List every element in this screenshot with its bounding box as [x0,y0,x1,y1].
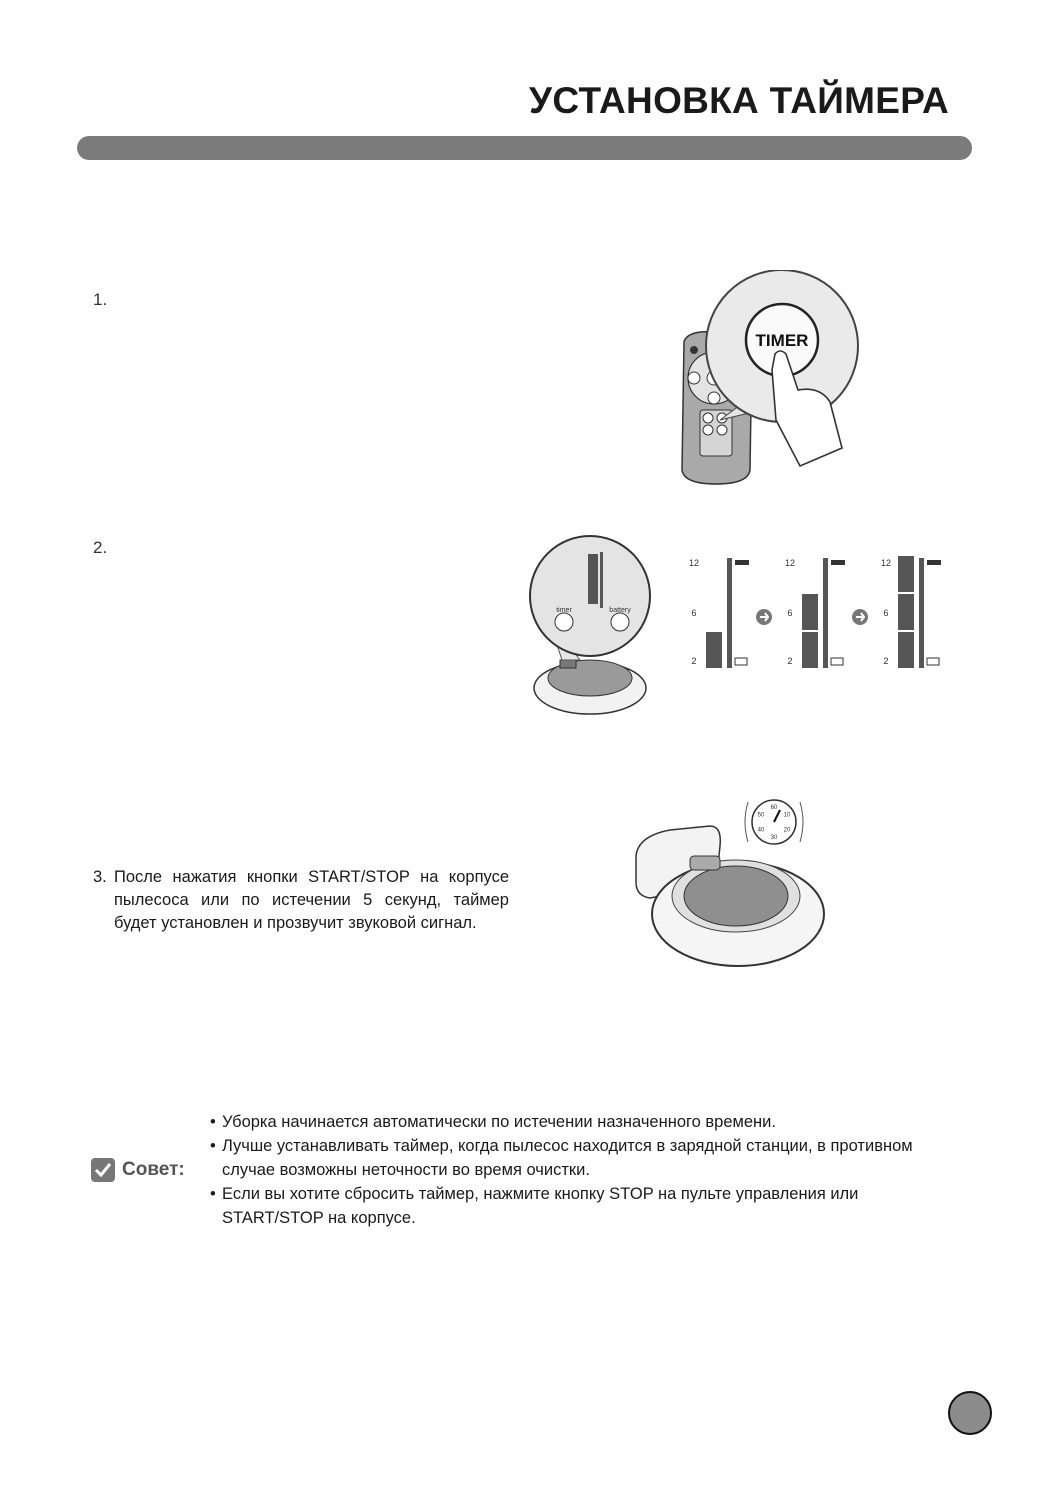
checkmark-icon [90,1157,116,1183]
battery-full-icon [735,560,749,565]
timer-tick-label: 6 [691,608,697,618]
timer-segment [802,594,818,630]
battery-low-icon [735,658,747,665]
step-3-text: После нажатия кнопки START/STOP на корпусе пылесоса или по истечении 5 секунд, таймер будет установлен и прозвучит звуковой сигнал. [114,868,509,932]
timer-tick-label: 6 [787,608,793,618]
tip-item: • Если вы хотите сбросить таймер, нажмите кнопку STOP на пульте управления или START/STOP на корпусе. [210,1182,960,1230]
battery-low-icon [831,658,843,665]
stopwatch-tick: 20 [783,827,791,834]
timer-tick-label: 12 [880,558,892,568]
battery-full-icon [831,560,845,565]
stopwatch-tick: 10 [783,812,791,819]
battery-bar [823,558,828,668]
stopwatch-icon [745,800,803,844]
stopwatch-tick: 40 [757,827,765,834]
timer-segment [802,632,818,668]
step-1-number: 1. [93,290,108,309]
page-title: УСТАНОВКА ТАЙМЕРА [529,80,949,121]
panel-battery-label: battery [609,607,631,614]
battery-bar [727,558,732,668]
stopwatch-tick: 50 [757,812,765,819]
tip-item: • Лучше устанавливать таймер, когда пылесос находится в зарядной станции, в противном случае возможны неточности во время очистки. [210,1134,960,1182]
timer-segment [898,556,914,592]
battery-low-icon [927,658,939,665]
tip-list [210,1110,960,1230]
timer-icon [555,613,573,631]
timer-segment [898,594,914,630]
title-divider-bar [77,136,972,160]
tip-block [90,1110,960,1230]
stopwatch-tick: 60 [770,805,778,811]
timer-tick-label: 6 [883,608,889,618]
timer-tick-label: 12 [784,558,796,568]
remote-control-illustration [670,270,870,492]
remote-start-button [690,346,698,354]
timer-tick-label: 2 [787,656,793,666]
timer-button-label: TIMER [755,331,809,350]
page-number-circle [948,1391,992,1435]
step-2-number: 2. [93,538,108,557]
battery-bar [919,558,924,668]
step-3-number: 3. [93,868,107,886]
timer-display-sequence [680,550,960,680]
robot-panel-illustration [528,528,668,718]
timer-tick-label: 12 [688,558,700,568]
timer-tick-label: 2 [691,656,697,666]
tip-label: Совет: [122,1159,185,1180]
timer-segment [898,632,914,668]
timer-segment [706,632,722,668]
battery-full-icon [927,560,941,565]
battery-icon [611,613,629,631]
step-3 [93,866,509,935]
panel-timer-label: timer [556,607,572,614]
stopwatch-tick: 30 [770,835,778,841]
tip-item: • Уборка начинается автоматически по истечении назначенного времени. [210,1110,960,1134]
robot-docked-illustration [630,786,830,972]
timer-tick-label: 2 [883,656,889,666]
